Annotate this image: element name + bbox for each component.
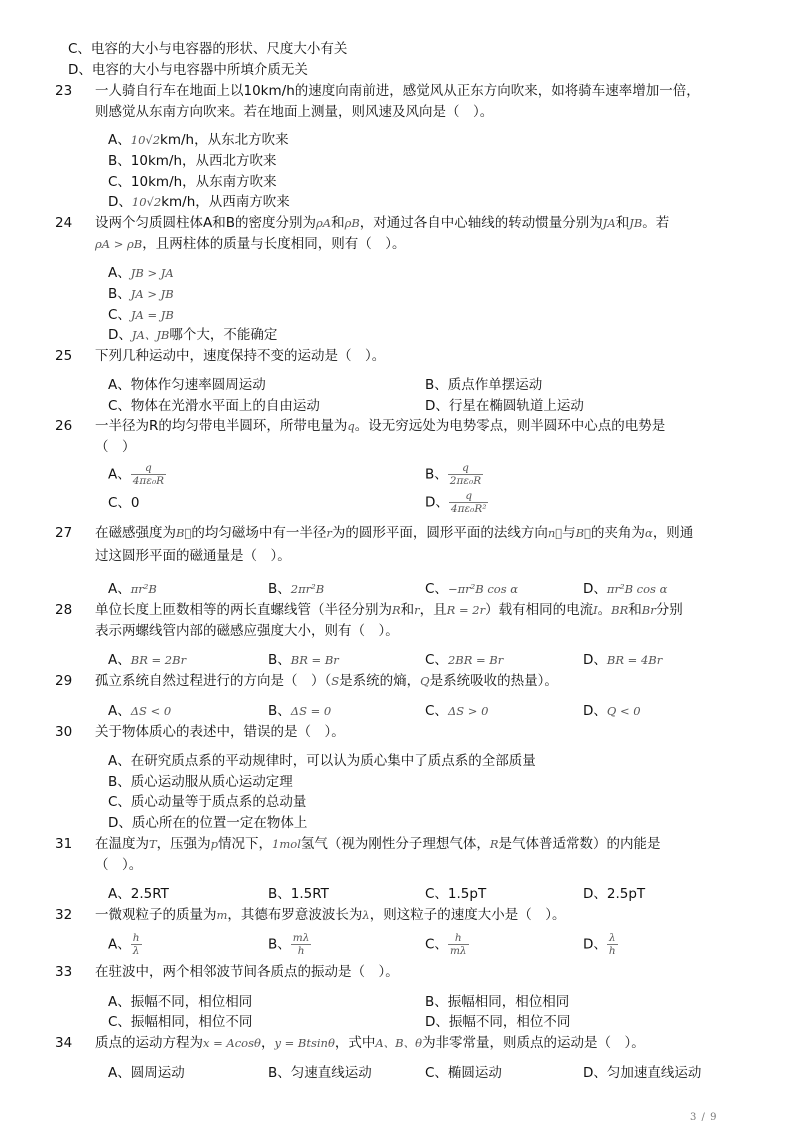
option-a: A、ΔS < 0 — [108, 703, 172, 719]
option-d: D、BR = 4Br — [583, 652, 663, 668]
question-stem: 孤立系统自然过程进行的方向是（ ）（S是系统的熵，Q是系统吸收的热量）。 — [95, 673, 558, 689]
option-c: C、−πr²B cos α — [425, 581, 519, 597]
option-c: C、10km/h，从东南方吹来 — [108, 174, 277, 190]
option-a: A、πr²B — [108, 581, 157, 597]
fraction: $\frac{q}{\text{4πε₀R²}}$ — [450, 490, 487, 515]
question-stem: 设两个匀质圆柱体A和B的密度分别为ρA和ρB，对通过各自中心轴线的转动惯量分别为JA和JB。若 — [95, 215, 670, 231]
option-b: B、1.5RT — [268, 886, 329, 902]
option-c: C、电容的大小与电容器的形状、尺度大小有关 — [68, 41, 348, 57]
option-c: C、ΔS > 0 — [425, 703, 489, 719]
option-a: A、2.5RT — [108, 886, 169, 902]
fraction: $\frac{q}{\text{4πε₀R}}$ — [132, 462, 165, 487]
option-b: B、ΔS = 0 — [268, 703, 332, 719]
fraction: $\frac{\lambda}{h}$ — [608, 932, 616, 957]
option-a: A、 $\frac{h}{\lambda}$ — [108, 932, 140, 957]
question-number: 34 — [55, 1035, 73, 1051]
fraction: $\frac{q}{\text{2πε₀R}}$ — [449, 462, 482, 487]
question-stem: ρA > ρB，且两柱体的质量与长度相同，则有（ ）。 — [95, 236, 406, 252]
option-c: C、0 — [108, 495, 140, 511]
question-stem: 下列几种运动中，速度保持不变的运动是（ ）。 — [95, 348, 386, 364]
question-stem: （ ）。 — [95, 857, 143, 873]
question-number: 33 — [55, 964, 73, 980]
option-b: B、JA > JB — [108, 286, 174, 302]
question-stem: 质点的运动方程为x = Acosθ，y = Btsinθ，式中A、B、θ为非零常量，则质点的运动是（ ）。 — [95, 1035, 645, 1051]
question-stem: 则感觉从东南方向吹来。若在地面上测量，则风速及风向是（ ）。 — [95, 104, 494, 120]
option-b: B、 $\frac{m\lambda}{h}$ — [268, 932, 310, 957]
question-number: 30 — [55, 724, 73, 740]
question-stem: 关于物体质心的表述中，错误的是（ ）。 — [95, 724, 345, 740]
question-number: 27 — [55, 525, 73, 541]
option-b: B、 $\frac{q}{\text{2πε₀R}}$ — [425, 462, 482, 487]
option-d: D、 $\frac{q}{\text{4πε₀R²}}$ — [425, 490, 487, 515]
option-c: C、物体在光滑水平面上的自由运动 — [108, 398, 320, 414]
question-stem: 一半径为R的均匀带电半圆环，所带电量为q。设无穷远处为电势零点，则半圆环中心点的电势是 — [95, 418, 666, 434]
option-b: B、10km/h，从西北方吹来 — [108, 153, 277, 169]
option-a: A、 $\frac{q}{\text{4πε₀R}}$ — [108, 462, 165, 487]
option-a: A、在研究质点系的平动规律时，可以认为质心集中了质点系的全部质量 — [108, 753, 536, 769]
option-b: B、质点作单摆运动 — [425, 377, 543, 393]
option-d: D、质心所在的位置一定在物体上 — [108, 815, 308, 831]
option-d: D、行星在椭圆轨道上运动 — [425, 398, 584, 414]
option-c: C、2BR = Br — [425, 652, 504, 668]
option-c: C、质心动量等于质点系的总动量 — [108, 794, 307, 810]
option-d: D、2.5pT — [583, 886, 646, 902]
question-stem: 表示两螺线管内部的磁感应强度大小，则有（ ）。 — [95, 623, 399, 639]
fraction: $\frac{h}{\lambda}$ — [132, 932, 140, 957]
option-d: D、匀加速直线运动 — [583, 1065, 702, 1081]
option-b: B、BR = Br — [268, 652, 339, 668]
option-c: C、JA = JB — [108, 307, 174, 323]
option-d: D、 $\frac{\lambda}{h}$ — [583, 932, 616, 957]
question-number: 29 — [55, 673, 73, 689]
question-number: 23 — [55, 83, 73, 99]
question-number: 28 — [55, 602, 73, 618]
question-stem: 在温度为T，压强为p情况下，1mol氢气（视为刚性分子理想气体，R是气体普适常数）的内能是 — [95, 836, 661, 852]
question-stem: 在磁感强度为B⃗的均匀磁场中有一半径r为的圆形平面，圆形平面的法线方向n⃗与B⃗的夹角为α，则通 — [95, 525, 694, 541]
option-b: B、2πr²B — [268, 581, 325, 597]
question-stem: 一人骑自行车在地面上以10km/h的速度向南前进，感觉风从正东方向吹来，如将骑车速率增加一倍， — [95, 83, 700, 99]
option-a: A、物体作匀速率圆周运动 — [108, 377, 266, 393]
option-d: D、振幅不同，相位不同 — [425, 1014, 571, 1030]
option-d: D、Q < 0 — [583, 703, 641, 719]
option-b: B、质心运动服从质心运动定理 — [108, 774, 293, 790]
question-stem: 在驻波中，两个相邻波节间各质点的振动是（ ）。 — [95, 964, 399, 980]
question-stem: （ ） — [95, 439, 136, 455]
question-number: 24 — [55, 215, 73, 231]
option-c: C、 $\frac{h}{m\lambda}$ — [425, 932, 467, 957]
option-a: A、BR = 2Br — [108, 652, 187, 668]
page-number: 3 / 9 — [690, 1112, 718, 1123]
fraction: $\frac{h}{m\lambda}$ — [449, 932, 467, 957]
option-b: B、振幅相同，相位相同 — [425, 994, 570, 1010]
fraction: $\frac{m\lambda}{h}$ — [292, 932, 310, 957]
option-b: B、匀速直线运动 — [268, 1065, 372, 1081]
question-stem: 一微观粒子的质量为m，其德布罗意波波长为λ，则这粒子的速度大小是（ ）。 — [95, 907, 566, 923]
option-d: D、10√2km/h，从西南方吹来 — [108, 194, 290, 210]
question-number: 26 — [55, 418, 73, 434]
option-c: C、振幅相同，相位不同 — [108, 1014, 253, 1030]
question-number: 31 — [55, 836, 73, 852]
question-stem: 单位长度上匝数相等的两长直螺线管（半径分别为R和r，且R = 2r）载有相同的电流I。BR和Br分别 — [95, 602, 683, 618]
option-c: C、1.5pT — [425, 886, 487, 902]
option-d: D、JA、JB哪个大，不能确定 — [108, 327, 278, 343]
question-stem: 过这圆形平面的磁通量是（ ）。 — [95, 548, 291, 564]
option-c: C、椭圆运动 — [425, 1065, 502, 1081]
option-a: A、10√2km/h，从东北方吹来 — [108, 132, 289, 148]
option-a: A、振幅不同，相位相同 — [108, 994, 253, 1010]
question-number: 32 — [55, 907, 73, 923]
question-number: 25 — [55, 348, 73, 364]
option-a: A、JB > JA — [108, 265, 174, 281]
option-d: D、电容的大小与电容器中所填介质无关 — [68, 62, 308, 78]
option-a: A、圆周运动 — [108, 1065, 185, 1081]
option-d: D、πr²B cos α — [583, 581, 668, 597]
